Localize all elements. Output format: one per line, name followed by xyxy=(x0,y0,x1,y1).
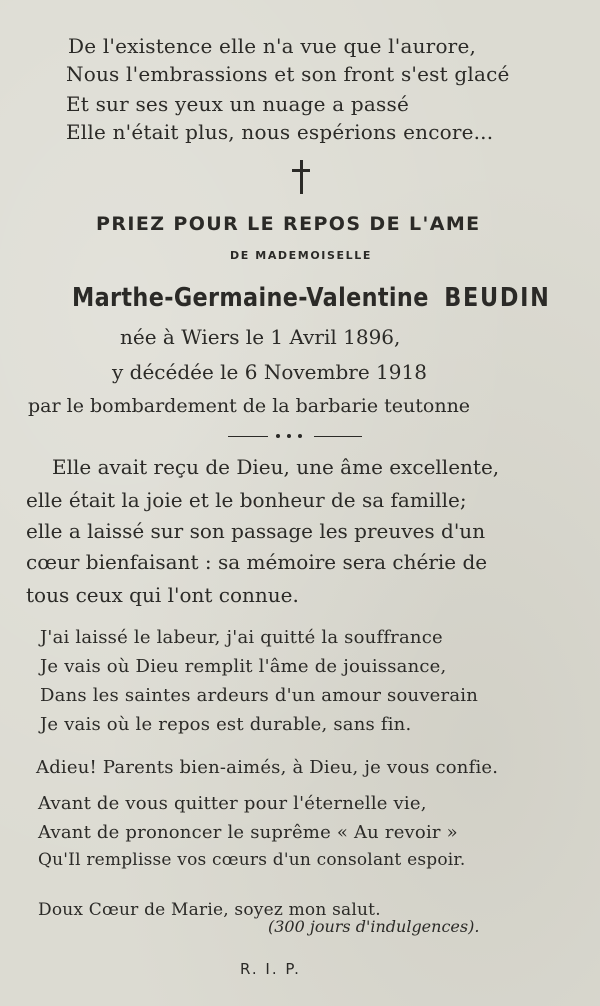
surname: BEUDIN xyxy=(444,283,551,313)
given-names: Marthe-Germaine-Valentine xyxy=(72,283,429,313)
deceased-name xyxy=(72,283,551,313)
poem-line: Qu'Il remplisse vos cœurs d'un consolant espoir. xyxy=(38,850,466,870)
cross-icon xyxy=(292,160,310,194)
poem-line: Et sur ses yeux un nuage a passé xyxy=(66,92,410,116)
farewell-line: Adieu! Parents bien-aimés, à Dieu, je vous confie. xyxy=(36,757,499,778)
prayer-line: Doux Cœur de Marie, soyez mon salut. xyxy=(38,900,381,920)
poem-line: Je vais où le repos est durable, sans fin. xyxy=(40,714,412,735)
poem-line: De l'existence elle n'a vue que l'aurore, xyxy=(68,34,477,58)
paragraph-line: Elle avait reçu de Dieu, une âme excellente, xyxy=(52,455,500,479)
poem-line: J'ai laissé le labeur, j'ai quitté la souffrance xyxy=(40,627,443,648)
rip-inscription: R. I. P. xyxy=(240,960,301,978)
separator xyxy=(228,433,362,441)
paragraph-line: cœur bienfaisant : sa mémoire sera chérie de xyxy=(26,550,488,574)
indulgence-note: (300 jours d'indulgences). xyxy=(268,917,480,936)
death-line: y décédée le 6 Novembre 1918 xyxy=(112,360,427,384)
poem-line: Avant de prononcer le suprême « Au revoir » xyxy=(38,822,458,843)
paragraph-line: elle a laissé sur son passage les preuves d'un xyxy=(26,519,486,543)
poem-line: Dans les saintes ardeurs d'un amour souverain xyxy=(40,685,479,706)
poem-line: Elle n'était plus, nous espérions encore... xyxy=(66,120,494,144)
poem-line: Je vais où Dieu remplit l'âme de jouissance, xyxy=(40,656,447,677)
paragraph-line: tous ceux qui l'ont connue. xyxy=(26,583,299,607)
paragraph-line: elle était la joie et le bonheur de sa famille; xyxy=(26,488,467,512)
subheading: DE MADEMOISELLE xyxy=(230,249,372,262)
poem-line: Avant de vous quitter pour l'éternelle vie, xyxy=(38,793,427,814)
cause-line: par le bombardement de la barbarie teutonne xyxy=(28,395,471,417)
birth-line: née à Wiers le 1 Avril 1896, xyxy=(120,325,401,349)
heading: PRIEZ POUR LE REPOS DE L'AME xyxy=(96,213,481,235)
poem-line: Nous l'embrassions et son front s'est glacé xyxy=(66,62,510,86)
